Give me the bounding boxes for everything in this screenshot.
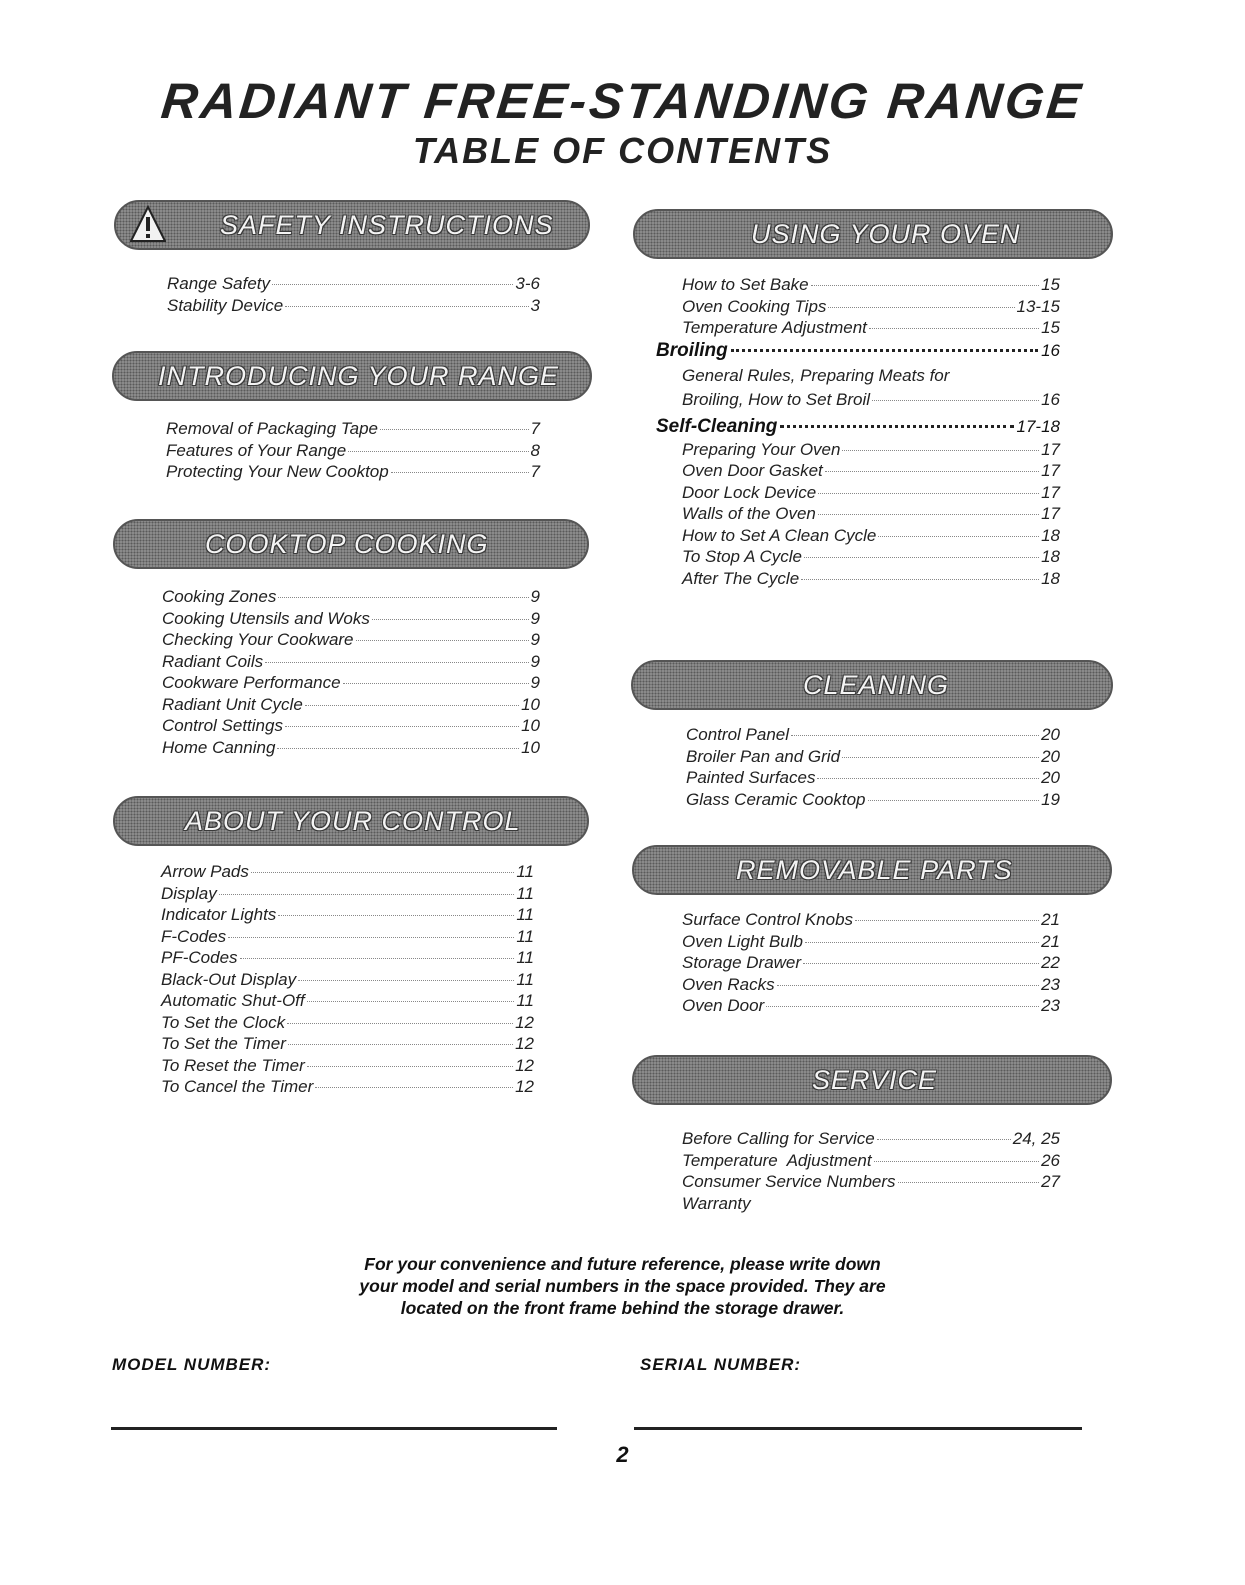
- toc-entry[interactable]: After The Cycle 18: [682, 568, 1060, 588]
- toc-entry[interactable]: Display 11: [161, 883, 534, 903]
- toc-entry[interactable]: Door Lock Device 17: [682, 482, 1060, 502]
- reference-note: For your convenience and future reference, please write down your model and serial numbers in the space provided. They are located on the front frame behind the storage drawer.: [359, 1254, 886, 1318]
- section-heading: REMOVABLE PARTS: [736, 855, 1013, 885]
- toc-entry[interactable]: Arrow Pads 11: [161, 862, 534, 881]
- model-number-line[interactable]: [111, 1427, 557, 1430]
- toc-entry[interactable]: Painted Surfaces 20: [686, 768, 1060, 787]
- toc-entry[interactable]: Oven Light Bulb 21: [682, 931, 1060, 951]
- toc-list-safety: [167, 274, 540, 317]
- toc-list-oven: [656, 275, 1060, 590]
- toc-entry[interactable]: To Stop A Cycle 18: [682, 547, 1060, 566]
- section-banner-service: [632, 1055, 1112, 1105]
- toc-entry[interactable]: F-Codes 11: [161, 926, 534, 946]
- toc-list-cleaning: [686, 725, 1060, 811]
- toc-entry[interactable]: Radiant Coils 9: [162, 651, 540, 671]
- toc-entry[interactable]: Cookware Performance 9: [162, 673, 540, 692]
- toc-entry[interactable]: Broiling, How to Set Broil 16: [682, 390, 1060, 409]
- toc-entry[interactable]: Oven Racks 23: [682, 974, 1060, 994]
- toc-entry[interactable]: Oven Cooking Tips 13-15: [682, 296, 1060, 316]
- toc-entry[interactable]: Features of Your Range 8: [166, 440, 540, 460]
- toc-entry[interactable]: Cooking Utensils and Woks 9: [162, 608, 540, 628]
- toc-subheading-selfclean[interactable]: Self-Cleaning 17-18: [656, 415, 1060, 437]
- section-banner-control: [113, 796, 589, 846]
- page-title: RADIANT FREE-STANDING RANGE: [158, 73, 1087, 129]
- section-heading: COOKTOP COOKING: [205, 529, 489, 559]
- toc-entry[interactable]: Radiant Unit Cycle 10: [162, 694, 540, 714]
- section-banner-removable: [632, 845, 1112, 895]
- toc-subheading-broiling[interactable]: Broiling 16: [656, 339, 1060, 361]
- toc-entry[interactable]: Walls of the Oven 17: [682, 504, 1060, 523]
- page-subtitle: TABLE OF CONTENTS: [412, 130, 833, 171]
- toc-entry[interactable]: Storage Drawer 22: [682, 953, 1060, 972]
- section-banner-introducing: [112, 351, 592, 401]
- toc-list-service: [682, 1129, 1060, 1215]
- section-banner-oven: [633, 209, 1113, 259]
- section-heading: INTRODUCING YOUR RANGE: [158, 361, 560, 391]
- toc-entry[interactable]: Surface Control Knobs 21: [682, 910, 1060, 929]
- toc-entry[interactable]: Protecting Your New Cooktop 7: [166, 462, 540, 481]
- toc-entry[interactable]: Control Panel 20: [686, 725, 1060, 744]
- toc-entry[interactable]: Oven Door 23: [682, 996, 1060, 1015]
- section-banner-cleaning: [631, 660, 1113, 710]
- toc-entry[interactable]: PF-Codes 11: [161, 948, 534, 967]
- toc-entry-warranty[interactable]: Warranty: [682, 1193, 751, 1213]
- toc-list-removable: [682, 910, 1060, 1018]
- section-heading: SAFETY INSTRUCTIONS: [220, 210, 554, 240]
- toc-entry[interactable]: Before Calling for Service 24, 25: [682, 1129, 1060, 1148]
- toc-entry[interactable]: Automatic Shut-Off 11: [161, 991, 534, 1010]
- toc-entry[interactable]: Glass Ceramic Cooktop 19: [686, 789, 1060, 809]
- toc-entry[interactable]: Oven Door Gasket 17: [682, 461, 1060, 480]
- toc-entry[interactable]: How to Set A Clean Cycle 18: [682, 525, 1060, 545]
- toc-entry[interactable]: Removal of Packaging Tape 7: [166, 419, 540, 438]
- toc-list-cooktop: [162, 587, 540, 759]
- serial-number-line[interactable]: [634, 1427, 1082, 1430]
- toc-entry[interactable]: Consumer Service Numbers 27: [682, 1172, 1060, 1191]
- toc-entry[interactable]: Cooking Zones 9: [162, 587, 540, 606]
- toc-entry[interactable]: To Cancel the Timer 12: [161, 1077, 534, 1096]
- toc-list-control: [161, 862, 534, 1099]
- toc-entry[interactable]: Preparing Your Oven 17: [682, 439, 1060, 459]
- toc-entry-text: General Rules, Preparing Meats for: [682, 365, 950, 385]
- toc-entry[interactable]: Broiler Pan and Grid 20: [686, 746, 1060, 766]
- section-banner-safety: [114, 200, 590, 250]
- toc-entry[interactable]: How to Set Bake 15: [682, 275, 1060, 294]
- model-number-label: MODEL NUMBER:: [112, 1355, 272, 1374]
- toc-entry[interactable]: Indicator Lights 11: [161, 905, 534, 924]
- section-banner-cooktop: [113, 519, 589, 569]
- warning-triangle-icon: [130, 205, 166, 243]
- section-heading: USING YOUR OVEN: [751, 219, 1021, 249]
- toc-entry[interactable]: To Set the Timer 12: [161, 1034, 534, 1053]
- toc-entry[interactable]: To Set the Clock 12: [161, 1012, 534, 1032]
- serial-number-label: SERIAL NUMBER:: [640, 1355, 802, 1374]
- section-heading: ABOUT YOUR CONTROL: [185, 806, 521, 836]
- toc-entry[interactable]: Checking Your Cookware 9: [162, 630, 540, 649]
- toc-entry[interactable]: To Reset the Timer 12: [161, 1055, 534, 1075]
- toc-entry[interactable]: Temperature Adjustment 26: [682, 1150, 1060, 1170]
- toc-entry[interactable]: Home Canning 10: [162, 737, 540, 757]
- toc-entry[interactable]: Stability Device 3: [167, 295, 540, 315]
- toc-entry[interactable]: Range Safety 3-6: [167, 274, 540, 293]
- section-heading: CLEANING: [803, 670, 950, 700]
- page-number: 2: [616, 1442, 629, 1467]
- toc-entry[interactable]: Temperature Adjustment 15: [682, 318, 1060, 337]
- toc-list-introducing: [166, 419, 540, 484]
- toc-entry[interactable]: Black-Out Display 11: [161, 969, 534, 989]
- section-heading: SERVICE: [812, 1065, 938, 1095]
- toc-entry[interactable]: Control Settings 10: [162, 716, 540, 735]
